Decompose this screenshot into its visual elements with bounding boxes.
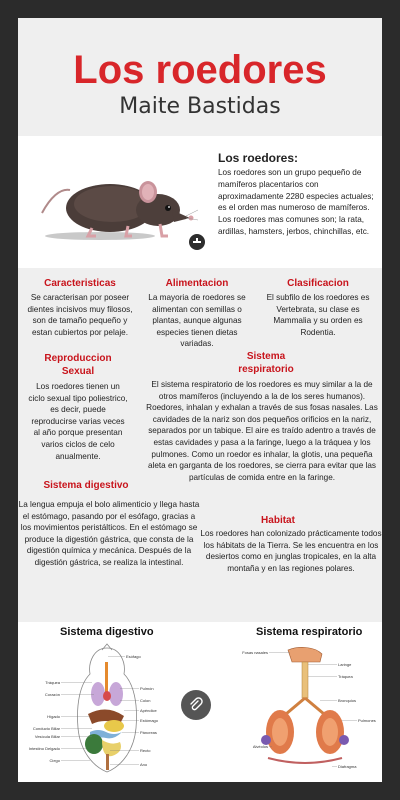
diagram-label: Pulmón bbox=[140, 686, 154, 691]
alimentacion-heading: Alimentacion bbox=[165, 278, 229, 289]
diagram-label: Esófago bbox=[126, 654, 141, 659]
plus-nav-icon[interactable] bbox=[189, 234, 205, 250]
digestivo-heading: Sistema digestivo bbox=[43, 480, 129, 491]
diagram-label: Conducto Biliar bbox=[32, 726, 60, 731]
respiratory-system-diagram bbox=[228, 644, 378, 778]
respiratorio-diagram-title: Sistema respiratorio bbox=[256, 626, 363, 638]
digestivo-diagram-title: Sistema digestivo bbox=[60, 626, 154, 638]
diagram-label: Laringe bbox=[338, 662, 352, 667]
paperclip-icon bbox=[188, 697, 204, 713]
author-name: Maite Bastidas bbox=[119, 94, 281, 119]
respiratorio-heading: Sistema respiratorio bbox=[238, 351, 294, 375]
diagram-label: Ano bbox=[140, 762, 148, 767]
intro-heading: Los roedores: bbox=[218, 151, 299, 165]
diagram-label: Intestino Delgado bbox=[28, 746, 60, 751]
diagram-label: Bronquios bbox=[338, 698, 357, 703]
alimentacion-text: La mayoria de roedores se alimentan con semillas o plantas, aunque algunas especies tienen dietas variadas. bbox=[148, 293, 246, 349]
infographic-page bbox=[18, 18, 382, 782]
diagram-label: Corazón bbox=[44, 692, 60, 697]
diagram-label: Fosas nasales bbox=[242, 650, 268, 655]
diagram-label: Tráquea bbox=[45, 680, 60, 685]
diagram-label: Pulmones bbox=[358, 718, 376, 723]
diagram-label: Recto bbox=[140, 748, 151, 753]
digestivo-text: La lengua empuja el bolo alimenticio y llega hasta el estómago, pasando por el esófago, gracias a los movimientos peristálticos. En el estómago se produce la digestión gástrica, que consta de la digestión química y mecánica. Después de la digestión gástrica, se realiza la intestinal. bbox=[18, 500, 200, 567]
digestive-system-diagram bbox=[28, 644, 182, 778]
page-title: Los roedores bbox=[73, 48, 327, 92]
attach-button[interactable] bbox=[181, 690, 211, 720]
rat-image bbox=[40, 158, 198, 240]
diagram-label: Vesícula Biliar bbox=[34, 734, 60, 739]
clasificacion-text: El subfilo de los roedores es Vertebrata, su clase es Mammalia y su orden es Rodentia. bbox=[266, 293, 370, 337]
diagram-label: Estómago bbox=[140, 718, 159, 723]
habitat-text: Los roedores han colonizado prácticamente todos los hábitats de la Tierra. Se les encuentra en los desiertos como en junglas tropicales, en la alta montaña y en las regiones polares. bbox=[200, 529, 382, 573]
diagram-label: Ciego bbox=[49, 758, 60, 763]
diagram-label: Apéndice bbox=[140, 708, 157, 713]
reproduccion-text: Los roedores tienen un ciclo sexual tipo poliestrico, es decir, puede reproducirse varias veces al año porque presentan varios ciclos de celo anualmente. bbox=[28, 382, 128, 461]
respiratorio-text: El sistema respiratorio de los roedores es muy similar a la de otros mamíferos (incluyendo a la de los seres humanos). Roedores, inhalan y exhalan a través de sus fosas nasales. Las cavidades de la nariz son dos pequeños orificios en la nariz, separados por un tabique. El aire es traído adentro a través de estas cavidades y pasa a la faringe, luego a la tráquea y los pulmones. Como un roedor es inhalar, la glotis, una pequeña aleta en garganta de los roedores, se cierra para evitar que las partículas de comida entre en la faringe. bbox=[146, 380, 378, 482]
diagram-label: Tráquea bbox=[338, 674, 353, 679]
reproduccion-heading: Reproduccion Sexual bbox=[44, 353, 112, 377]
clasificacion-heading: Clasificacion bbox=[287, 278, 349, 289]
intro-text: Los roedores son un grupo pequeño de mamíferos placentarios con aproximadamente 2280 especies actuales; es el orden mas numeroso de mamíferos. Los roedores mas comunes son; la rata, ardillas, hamsters, jerbos, chinchillas, etc. bbox=[218, 168, 374, 236]
diagram-label: Colon bbox=[140, 698, 151, 703]
caracteristicas-text: Se caracterisan por poseer dientes incisivos muy filosos, son de tamaño pequeño y estan cubiertos por pelaje. bbox=[27, 293, 133, 337]
diagram-label: Hígado bbox=[47, 714, 60, 719]
diagram-label: Diafragma bbox=[338, 764, 357, 769]
habitat-heading: Habitat bbox=[261, 515, 295, 526]
diagram-label: Páncreas bbox=[140, 730, 157, 735]
caracteristicas-heading: Caracteristicas bbox=[44, 278, 116, 289]
diagram-label: Alvéolos bbox=[252, 744, 268, 749]
